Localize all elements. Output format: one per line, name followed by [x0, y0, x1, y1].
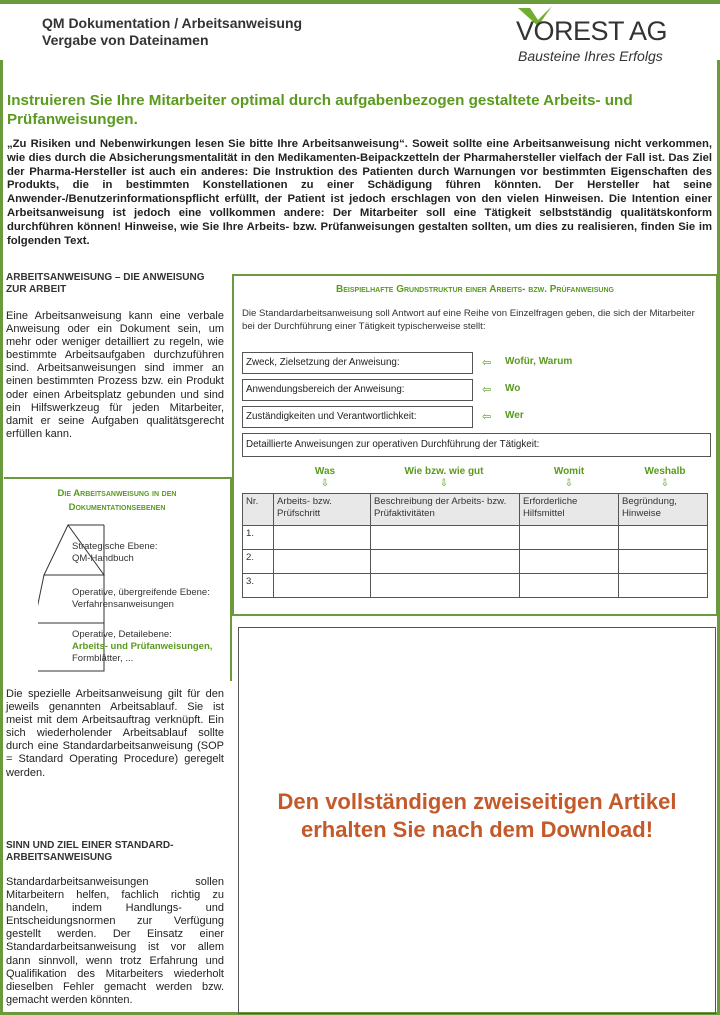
table-row — [243, 550, 708, 574]
frame-top — [0, 0, 720, 4]
column-hint-wie: Wie bzw. wie gut — [404, 466, 484, 477]
structure-description: Die Standardarbeitsanweisung soll Antwort auf eine Reihe von Einzelfragen geben, die sich der Mitarbeiter bei der Durchführung einer Tätigkeit typischerweise stellt: — [242, 308, 695, 332]
download-notice-line1: Den vollständigen zweiseitigen Artikel — [277, 789, 677, 814]
pyramid-level3-label — [72, 629, 212, 665]
logo-name: VOREST AG — [516, 16, 668, 46]
question-responsibility: Zuständigkeiten und Verantwortlichkeit: — [242, 406, 473, 428]
structure-title: Beispielhafte Grundstruktur einer Arbeits- bzw. Prüfanweisung — [336, 284, 614, 295]
level3-line1: Operative, Detailebene: — [72, 629, 172, 640]
table-cell — [520, 550, 619, 574]
arrow-left-icon: ⇦ — [482, 411, 492, 423]
vorest-logo — [516, 6, 696, 66]
pyramid-title-line2: Dokumentationsebenen — [68, 502, 166, 513]
arrow-down-icon: ⇩ — [564, 478, 574, 489]
table-header-begruendung: Begründung, Hinweise — [619, 494, 708, 526]
table-cell — [274, 574, 371, 598]
table-row — [243, 574, 708, 598]
table-cell — [274, 526, 371, 550]
level3-line3: Formblätter, ... — [72, 653, 134, 664]
table-cell — [371, 550, 520, 574]
table-cell — [274, 550, 371, 574]
row-number: 2. — [243, 550, 274, 574]
arrow-down-icon: ⇩ — [320, 478, 330, 489]
level2-line2: Verfahrensanweisungen — [72, 599, 174, 610]
answer-scope: Wo — [505, 383, 521, 394]
intro-heading: Instruieren Sie Ihre Mitarbeiter optimal durch aufgabenbezogen gestaltete Arbeits- und Prüfanweisungen. — [7, 92, 633, 128]
arrow-down-icon: ⇩ — [660, 478, 670, 489]
frame-left — [0, 60, 3, 1015]
pyramid-level2-label — [72, 587, 210, 611]
table-cell — [520, 526, 619, 550]
level3-line2: Arbeits- und Prüfanweisungen, — [72, 641, 213, 652]
document-title — [42, 15, 302, 49]
detail-instructions-label: Detaillierte Anweisungen zur operativen Durchführung der Tätigkeit: — [242, 433, 711, 457]
intro-text: „Zu Risiken und Nebenwirkungen lesen Sie bitte Ihre Arbeitsanweisung“. Soweit sollte eine Arbeitsanweisung nicht verkommen, wie dies durch die Absicherungsmentalität in den Medikamenten-Beipackzetteln der Pharmahersteller vielfach der Fall ist. Das Ziel der Pharma-Hersteller ist auch ein anderes: Die Instruktion des Patienten durch Warnungen vor bestimmten Eigenschaften des Produkts, die in bestimmten Konstellationen zu einer Schädigung führen könnten. Der Hersteller hat seine Anwender-/Benutzerinformationspflicht erfüllt, der Patient ist jedoch erschlagen von den vielen Hinweisen. Die Intention einer Arbeitsanweisung ist jedoch eine vollkommen andere: Der Mitarbeiter soll eine Tätigkeit selbstständig qualitätskonform durchführen können! Hinweise, wie Sie Ihre Arbeits- bzw. Prüfanweisungen gestalten sollten, um dies zu realisieren, finden Sie im folgenden Text. — [7, 138, 712, 247]
level1-line1: Strategische Ebene: — [72, 541, 158, 552]
table-cell — [520, 574, 619, 598]
column-hint-womit: Womit — [553, 466, 585, 477]
left-column-section3 — [6, 840, 224, 1007]
pyramid-title-line1: Die Arbeitsanweisung in den — [57, 488, 177, 499]
table-cell — [371, 526, 520, 550]
answer-purpose: Wofür, Warum — [505, 356, 573, 367]
table-row — [243, 526, 708, 550]
table-cell — [371, 574, 520, 598]
structure-box — [232, 274, 718, 616]
arrow-down-icon: ⇩ — [439, 478, 449, 489]
table-header-row — [243, 494, 708, 526]
pyramid-level1-label — [72, 541, 158, 565]
arrow-left-icon: ⇦ — [482, 357, 492, 369]
table-header-beschreibung: Beschreibung der Arbeits- bzw. Prüfaktivitäten — [371, 494, 520, 526]
row-number: 1. — [243, 526, 274, 550]
arrow-left-icon: ⇦ — [482, 384, 492, 396]
question-scope: Anwendungsbereich der Anweisung: — [242, 379, 473, 401]
column-hint-weshalb: Weshalb — [644, 466, 686, 477]
pyramid-title — [4, 487, 230, 515]
section-text-sinn-ziel: Standardarbeitsanweisungen sollen Mitarbeitern helfen, fachlich richtig zu handeln, indem Handlungs- und Entscheidungsnormen zur Verfügung gestellt werden. Der Einsatz einer Standardarbeitsanweisung ist vor allem dann sinnvoll, wenn trotz Erfahrung und Qualifikation des Mitarbeiters wiederholt dieselben Fehler gemacht werden bzw. gemacht werden könnten. — [6, 876, 224, 1006]
pyramid-box — [4, 477, 232, 681]
left-column-section1 — [6, 272, 224, 441]
download-notice-box — [238, 627, 716, 1014]
document-title-line1: QM Dokumentation / Arbeitsanweisung — [42, 15, 303, 31]
level1-line2: QM-Handbuch — [72, 553, 134, 564]
section-heading-arbeitsanweisung: ARBEITSANWEISUNG – DIE ANWEISUNG ZUR ARBEIT — [6, 272, 205, 295]
table-cell — [619, 550, 708, 574]
section-heading-sinn-ziel: SINN UND ZIEL EINER STANDARD-ARBEITSANWEISUNG — [6, 840, 174, 863]
column-hint-was: Was — [314, 466, 336, 477]
level2-line1: Operative, übergreifende Ebene: — [72, 587, 210, 598]
table-cell — [619, 526, 708, 550]
logo-tagline: Bausteine Ihres Erfolgs — [518, 48, 663, 64]
document-title-line2: Vergabe von Dateinamen — [42, 32, 209, 48]
left-column-section2 — [6, 688, 224, 780]
question-purpose: Zweck, Zielsetzung der Anweisung: — [242, 352, 473, 374]
instruction-table — [242, 493, 708, 598]
table-header-schritt: Arbeits- bzw. Prüfschritt — [274, 494, 371, 526]
answer-responsibility: Wer — [505, 410, 524, 421]
section-text-arbeitsanweisung: Eine Arbeitsanweisung kann eine verbale Anweisung oder ein Dokument sein, um mehr oder weniger detailliert zu regeln, wie bestimmte Arbeitsaufgaben durchzuführen sind. Arbeitsanweisungen sind immer an einen bestimmten Prozess bzw. ein Produkt oder einen Arbeitsplatz gebunden und sind ein Hilfswerkzeug für jeden Mitarbeiter, damit er seine Aufgaben qualitätsgerecht erfüllen kann. — [6, 310, 224, 440]
download-notice-line2: erhalten Sie nach dem Download! — [300, 817, 654, 842]
row-number: 3. — [243, 574, 274, 598]
table-header-nr: Nr. — [243, 494, 274, 526]
section-text-spezielle: Die spezielle Arbeitsanweisung gilt für den jeweils genannten Arbeitsablauf. Sie ist meist mit dem Arbeitsauftrag verknüpft. Ein sich wiederholender Arbeitsablauf sollte durch eine Standardarbeitsanweisung (SOP = Standard Operating Procedure) geregelt werden. — [6, 688, 224, 779]
table-header-hilfsmittel: Erforderliche Hilfsmittel — [520, 494, 619, 526]
table-cell — [619, 574, 708, 598]
download-notice — [239, 788, 715, 844]
